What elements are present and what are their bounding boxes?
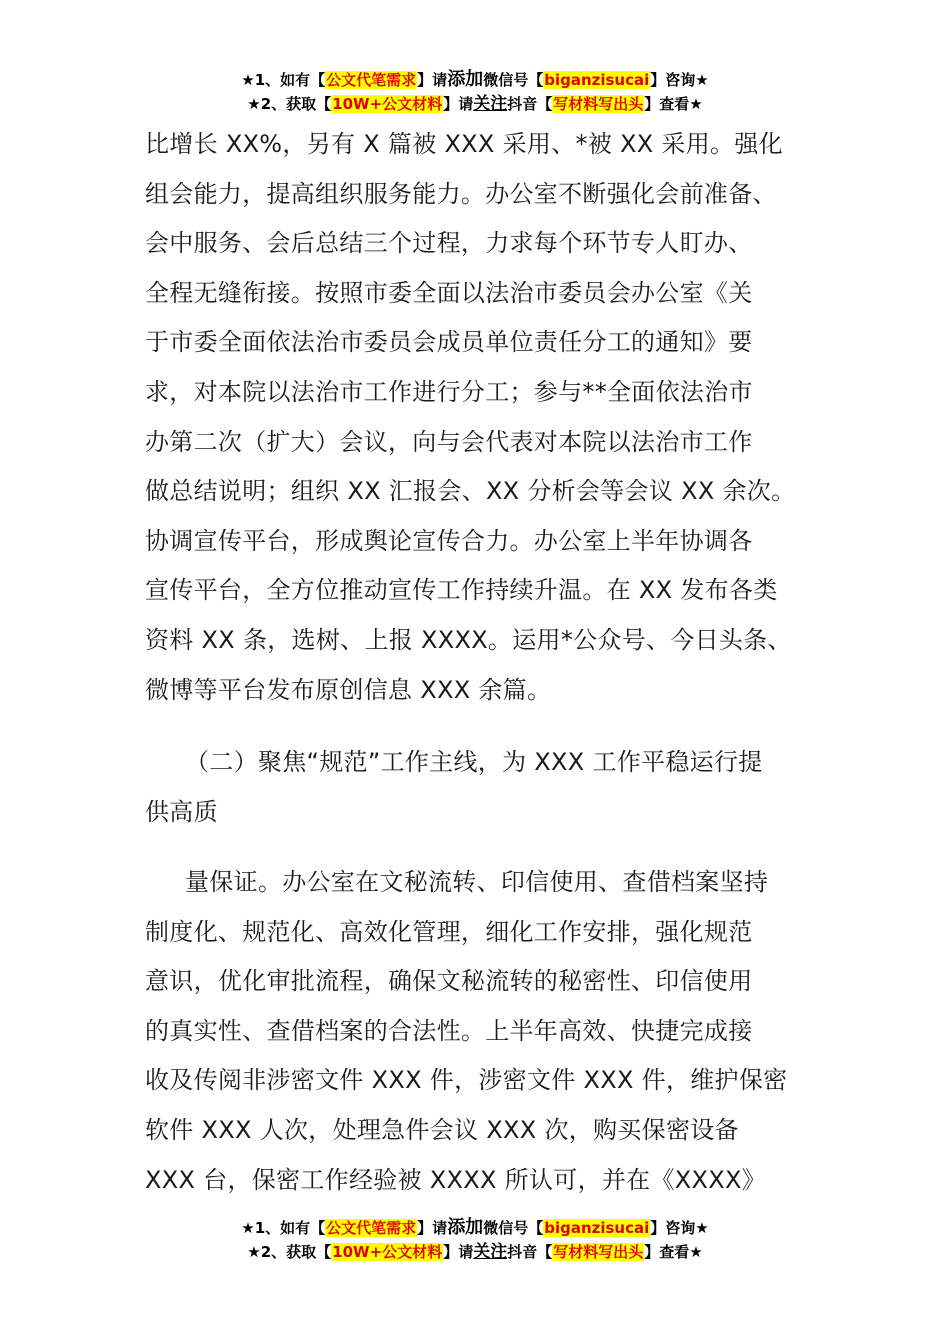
text-line: XXX 台，保密工作经验被 XXXX 所认可，并在《XXXX》 (145, 1165, 767, 1194)
banner-text: 】查看★ (644, 95, 703, 113)
emphasis-follow: 关注 (473, 94, 508, 114)
banner-text: 】咨询★ (650, 71, 709, 89)
paragraph-1 (145, 120, 815, 715)
banner-text: 抖音【 (507, 95, 553, 113)
highlight-service: 公文代笔需求 (326, 1219, 417, 1237)
text-line: 宣传平台，全方位推动宣传工作持续升温。在 XX 发布各类 (145, 576, 778, 605)
header-banner (0, 68, 950, 116)
text-line: 比增长 XX%，另有 X 篇被 XXX 采用、*被 XX 采用。强化 (145, 130, 783, 158)
footer-banner (0, 1216, 950, 1264)
heading-line: 供高质 (145, 797, 218, 826)
paragraph-2 (145, 858, 815, 1205)
text-line: 资料 XX 条，选树、上报 XXXX。运用*公众号、今日头条、 (145, 625, 792, 654)
text-line: 制度化、规范化、高效化管理，细化工作安排，强化规范 (145, 917, 753, 946)
banner-text: 微信号【 (483, 71, 544, 89)
highlight-wechat-id: biganzisucai (544, 71, 650, 89)
highlight-service: 公文代笔需求 (326, 71, 417, 89)
text-line: 意识，优化审批流程，确保文秘流转的秘密性、印信使用 (145, 967, 753, 996)
text-line: 会中服务、会后总结三个过程，力求每个环节专人盯办、 (145, 229, 753, 258)
banner-text: 】查看★ (644, 1243, 703, 1261)
banner-text: ★2、获取【 (247, 95, 332, 113)
highlight-materials: 10W+公文材料 (332, 1243, 443, 1261)
header-banner-line-1 (0, 68, 950, 92)
text-line: 量保证。办公室在文秘流转、印信使用、查借档案坚持 (185, 868, 769, 896)
footer-banner-line-1 (0, 1216, 950, 1240)
text-line: 的真实性、查借档案的合法性。上半年高效、快捷完成接 (145, 1016, 753, 1045)
text-line: 组会能力，提高组织服务能力。办公室不断强化会前准备、 (145, 179, 777, 208)
highlight-materials: 10W+公文材料 (332, 95, 443, 113)
text-line: 全程无缝衔接。按照市委全面以法治市委员会办公室《关 (145, 278, 753, 307)
emphasis-add: 添加 (447, 1217, 484, 1238)
text-line: 软件 XXX 人次，处理急件会议 XXX 次，购买保密设备 (145, 1115, 739, 1144)
highlight-douyin-account: 写材料写出头 (553, 1243, 644, 1261)
footer-banner-line-2 (0, 1240, 950, 1264)
highlight-douyin-account: 写材料写出头 (553, 95, 644, 113)
header-banner-line-2 (0, 92, 950, 116)
banner-text: 】请 (417, 71, 448, 89)
emphasis-follow: 关注 (473, 1242, 508, 1262)
banner-text: 】请 (417, 1219, 448, 1237)
banner-text: ★2、获取【 (247, 1243, 332, 1261)
highlight-wechat-id: biganzisucai (544, 1219, 650, 1237)
banner-text: 】咨询★ (650, 1219, 709, 1237)
banner-text: 】请 (443, 95, 474, 113)
section-heading-2 (145, 738, 815, 837)
text-line: 求，对本院以法治市工作进行分工；参与**全面依法治市 (145, 377, 753, 406)
heading-line: （二）聚焦“规范”工作主线，为 XXX 工作平稳运行提 (185, 748, 763, 776)
text-line: 协调宣传平台，形成舆论宣传合力。办公室上半年协调各 (145, 526, 753, 555)
text-line: 于市委全面依法治市委员会成员单位责任分工的通知》要 (145, 328, 753, 357)
text-line: 做总结说明；组织 XX 汇报会、XX 分析会等会议 XX 余次。 (145, 477, 796, 506)
banner-text: ★1、如有【 (241, 71, 326, 89)
text-line: 办第二次（扩大）会议，向与会代表对本院以法治市工作 (145, 427, 753, 456)
text-line: 微博等平台发布原创信息 XXX 余篇。 (145, 675, 552, 704)
banner-text: ★1、如有【 (241, 1219, 326, 1237)
emphasis-add: 添加 (447, 69, 484, 90)
banner-text: 】请 (443, 1243, 474, 1261)
banner-text: 抖音【 (507, 1243, 553, 1261)
text-line: 收及传阅非涉密文件 XXX 件，涉密文件 XXX 件，维护保密 (145, 1066, 788, 1095)
banner-text: 微信号【 (483, 1219, 544, 1237)
